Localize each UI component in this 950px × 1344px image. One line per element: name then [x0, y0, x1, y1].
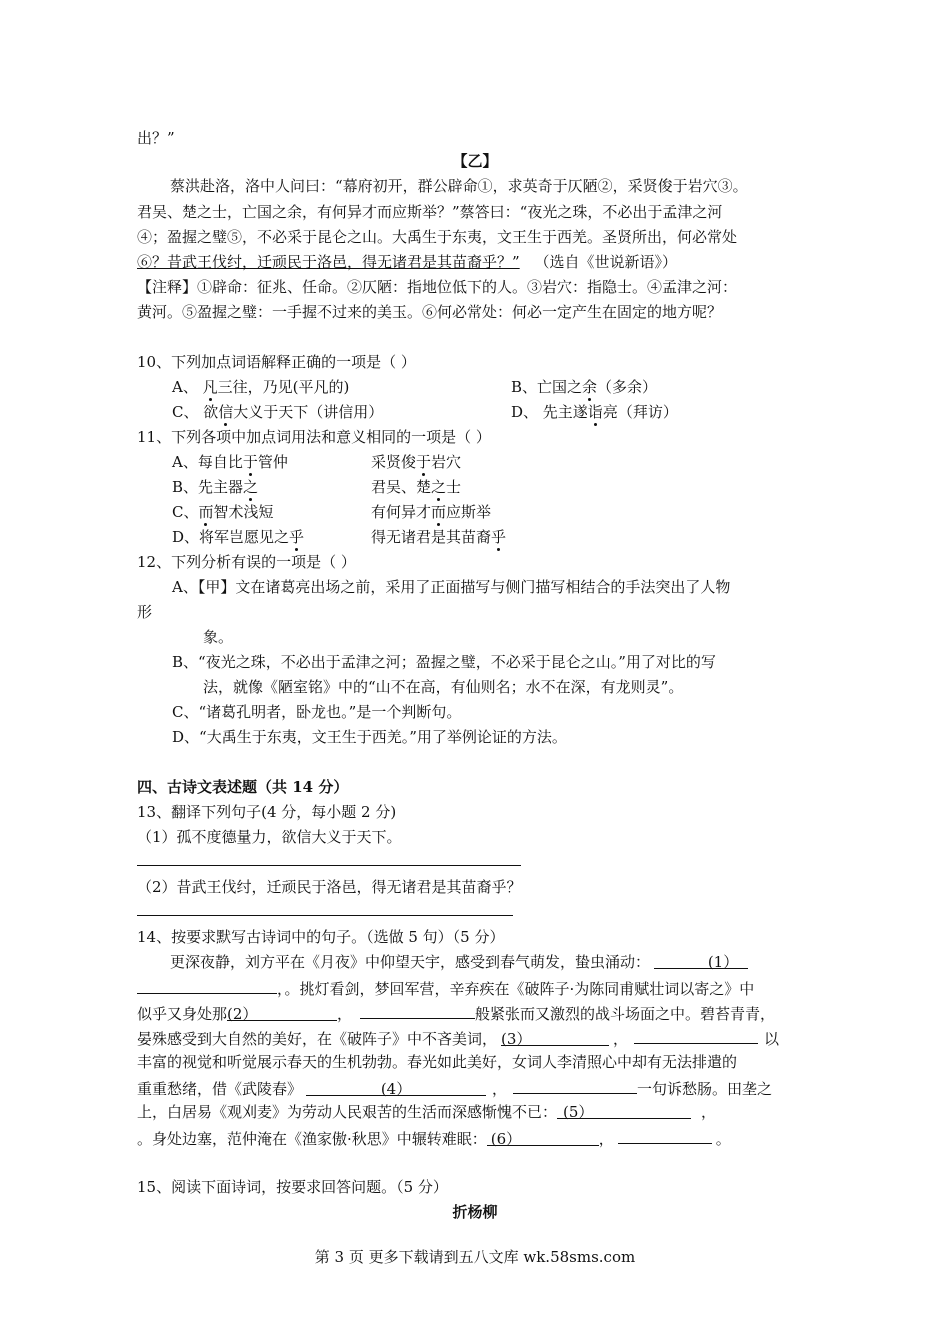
q12-option-b-line-2: 法，就像《陋室铭》中的“山不在高，有仙则名；水不在深，有龙则灵”。	[203, 678, 684, 696]
q15-stem: 15、阅读下面诗词，按要求回答问题。（5 分）	[137, 1178, 448, 1196]
q11-text: 士	[446, 478, 462, 496]
q11-text: 有何异才	[371, 503, 432, 521]
q14-text: 。	[715, 1130, 731, 1148]
yi-para-line-1: 蔡洪赴洛，洛中人问曰：“幕府初开，群公辟命①，求英奇于仄陋②，采贤俊于岩穴③。	[170, 177, 748, 195]
blank-label: (2）	[227, 1005, 258, 1023]
dotted-word: 之	[243, 478, 259, 496]
q14-line-2	[137, 976, 754, 1000]
q14-text: 一句诉愁肠。田垄之	[637, 1080, 773, 1098]
q11-row-right	[371, 476, 461, 498]
q14-text: ，	[613, 1030, 629, 1048]
blank-label: (4）	[380, 1080, 412, 1098]
q14-line-7	[137, 1101, 716, 1123]
notes-line-2: 黄河。⑤盈握之璧：一手握不过来的美玉。⑥何必常处：何必一定产生在固定的地方呢？	[137, 303, 723, 321]
q11-row-left	[172, 451, 288, 473]
dotted-word: 余	[582, 378, 598, 396]
notes-line-1: 【注释】①辟命：征兆、任命。②仄陋：指地位低下的人。③岩穴：指隐士。④孟津之河：	[137, 278, 738, 296]
q14-text: 上，白居易《观刈麦》为劳动人民艰苦的生活而深感惭愧不已：	[137, 1103, 558, 1121]
blank-3[interactable]	[501, 1028, 609, 1046]
q14-text: 以	[764, 1030, 780, 1048]
q11-text: 岩穴	[431, 453, 462, 471]
dotted-word: 而	[431, 503, 447, 521]
yi-para-line-2: 君吴、楚之士，亡国之余，有何异才而应斯举？”蔡答曰：“夜光之珠，不必出于孟津之河	[137, 203, 723, 221]
q11-row-left	[172, 501, 274, 523]
q10-c-pre: C、 欲	[172, 403, 219, 421]
q14-line-5: 丰富的视觉和听觉展示春天的生机勃勃。春光如此美好，女词人李清照心中却有无法排遣的	[137, 1053, 738, 1071]
yi-para-line-3: ④；盈握之璧⑤，不必采于昆仑之山。大禹生于东夷，文王生于西羌。圣贤所出，何必常处	[137, 228, 738, 246]
q11-stem: 11、下列各项中加点词用法和意义相同的一项是（ ）	[137, 428, 491, 446]
q12-option-a-line-2: 形	[137, 603, 153, 621]
blank-6b[interactable]	[618, 1126, 712, 1144]
q14-text: ，	[337, 1005, 353, 1023]
q14-text: ，	[598, 1130, 614, 1148]
blank-4[interactable]	[306, 1078, 486, 1096]
q11-row-right	[371, 501, 491, 523]
q11-text: 管仲	[257, 453, 288, 471]
q11-text: D、将军岂愿见之	[172, 528, 290, 546]
q14-line-6	[137, 1076, 772, 1100]
dotted-word: 诣	[587, 403, 603, 421]
q12-option-a-line-1: A、【甲】文在诸葛亮出场之前，采用了正面描写与侧门描写相结合的手法突出了人物	[172, 578, 731, 596]
blank-label: (1）	[707, 953, 739, 971]
q10-option-c	[172, 401, 383, 423]
q14-text: 。身处边塞，范仲淹在《渔家傲·秋思》中辗转难眠：	[137, 1130, 487, 1148]
q14-line-1	[170, 951, 748, 973]
q11-text: 智术浅短	[213, 503, 274, 521]
q14-text: 更深夜静，刘方平在《月夜》中仰望天宇，感受到春气萌发，蛰虫涌动：	[170, 953, 651, 971]
page-footer: 第 3 页 更多下载请到五八文库 wk.58sms.com	[314, 1248, 636, 1266]
blank-4b[interactable]	[513, 1076, 637, 1094]
q14-text: 般紧张而又激烈的战斗场面之中。碧苔青青，	[475, 1005, 776, 1023]
q13-answer-line-2[interactable]	[137, 915, 513, 916]
continuation-line: 出？”	[137, 129, 175, 147]
q11-row-right	[371, 451, 461, 473]
q11-text: 君吴、楚	[371, 478, 432, 496]
blank-label: (3）	[501, 1030, 532, 1048]
dotted-word: 之	[431, 478, 447, 496]
dotted-word: 于	[242, 453, 258, 471]
q10-c-rest: 大义于天下（讲信用）	[233, 403, 384, 421]
section-4-heading: 四、古诗文表述题（共 14 分）	[137, 778, 349, 796]
q10-b-pre: B、亡国之	[511, 378, 583, 396]
dotted-word: 信	[218, 403, 234, 421]
q10-option-a	[172, 376, 349, 398]
q12-option-d: D、“大禹生于东夷，文王生于西羌。”用了举例论证的方法。	[172, 728, 567, 746]
poem-title: 折杨柳	[452, 1203, 498, 1221]
source-note: （选自《世说新语》）	[534, 253, 677, 271]
q13-answer-line-1[interactable]	[137, 865, 521, 866]
q13-stem: 13、翻译下列句子(4 分，每小题 2 分)	[137, 803, 397, 821]
q14-stem: 14、按要求默写古诗词中的句子。（选做 5 句）（5 分）	[137, 928, 505, 946]
q11-text: C、	[172, 503, 199, 521]
blank-label: (6）	[490, 1130, 522, 1148]
dotted-word: 乎	[289, 528, 305, 546]
q14-text: 重重愁绪，借《武陵春》	[137, 1080, 303, 1098]
q14-text: 。挑灯看剑，梦回军营，辛弃疾在《破阵子·为陈同甫赋壮词以寄之》中	[284, 980, 755, 998]
q10-a-text: 三往，乃见(	[217, 378, 299, 396]
q14-text: ，	[701, 1103, 717, 1121]
q14-line-4	[137, 1026, 779, 1050]
q11-text: B、先主器	[172, 478, 244, 496]
dotted-word: 乎	[491, 528, 507, 546]
blank-6[interactable]	[487, 1128, 599, 1146]
q11-text: 得无诸君是其苗裔	[371, 528, 492, 546]
q12-option-a-line-3: 象。	[203, 628, 234, 646]
q11-text: 应斯举	[446, 503, 492, 521]
q13-sentence-2: （2）昔武王伐纣，迁顽民于洛邑，得无诸君是其苗裔乎？	[137, 878, 522, 896]
q11-row-left	[172, 476, 258, 498]
q12-option-b-line-1: B、“夜光之珠，不必出于孟津之河；盈握之璧，不必采于昆仑之山。”用了对比的写	[172, 653, 716, 671]
q14-text: ，	[277, 980, 285, 998]
underlined-sentence: ⑥？昔武王伐纣，迁顽民于洛邑，得无诸君是其苗裔乎？”	[137, 253, 520, 271]
dotted-word: 凡	[202, 378, 218, 396]
blank-2[interactable]	[227, 1003, 337, 1021]
q11-text: A、每自比	[172, 453, 243, 471]
blank-3b[interactable]	[634, 1026, 758, 1044]
blank-1[interactable]	[654, 951, 748, 969]
q10-stem: 10、下列加点词语解释正确的一项是（ ）	[137, 353, 416, 371]
blank-1b[interactable]	[137, 976, 277, 994]
dotted-word: 而	[198, 503, 214, 521]
q10-a-rest: 平凡的)	[298, 378, 350, 396]
q11-row-right	[371, 526, 506, 548]
yi-title: 【乙】	[452, 152, 498, 170]
q11-row-left	[172, 526, 304, 548]
q12-stem: 12、下列分析有误的一项是（ ）	[137, 553, 356, 571]
q14-line-8	[137, 1126, 731, 1150]
q10-a-label: A、	[172, 378, 203, 396]
q13-sentence-1: （1）孤不度德量力，欲信大义于天下。	[137, 828, 402, 846]
q10-b-rest: （多余）	[597, 378, 658, 396]
blank-5[interactable]	[557, 1101, 691, 1119]
q10-option-d	[511, 401, 678, 423]
q10-option-b	[511, 376, 657, 398]
q10-d-rest: 亮（拜访）	[602, 403, 678, 421]
dotted-word: 于	[416, 453, 432, 471]
q14-line-3	[137, 1001, 775, 1025]
q12-option-c: C、“诸葛孔明者，卧龙也。”是一个判断句。	[172, 703, 462, 721]
yi-para-line-4	[137, 251, 677, 273]
q14-text: ，	[492, 1080, 508, 1098]
q14-text: 似乎又身处那	[137, 1005, 228, 1023]
q11-text: 采贤俊	[371, 453, 417, 471]
q10-d-pre: D、 先主遂	[511, 403, 588, 421]
blank-label: (5）	[563, 1103, 594, 1121]
blank-2b[interactable]	[360, 1001, 475, 1019]
q14-text: 晏殊感受到大自然的美好，在《破阵子》中不吝美词，	[137, 1030, 498, 1048]
